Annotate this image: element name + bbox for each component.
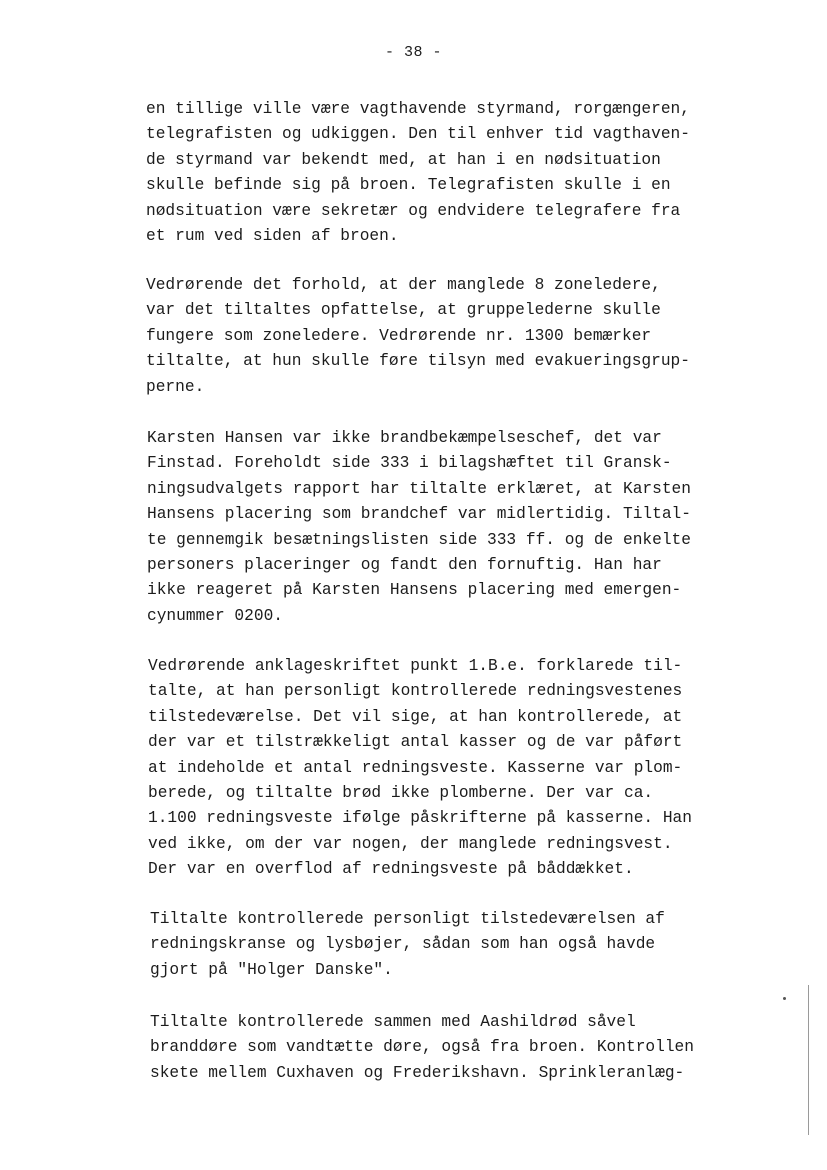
text-line: en tillige ville være vagthavende styrmand, rorgængeren, (146, 100, 690, 118)
text-line: Der var en overflod af redningsveste på båddækket. (148, 860, 634, 879)
text-line: redningskranse og lysbøjer, sådan som han også havde (150, 935, 656, 954)
text-line: Tiltalte kontrollerede personligt tilstedeværelsen af (150, 910, 665, 928)
text-line: cynummer 0200. (147, 606, 283, 625)
text-line: te gennemgik besætningslisten side 333 ff. og de enkelte (147, 530, 691, 549)
text-line: Hansens placering som brandchef var midlertidig. Tiltal- (147, 505, 691, 524)
text-line: Vedrørende anklageskriftet punkt 1.B.e. forklarede til- (148, 657, 683, 675)
margin-line (808, 985, 809, 1135)
text-line: tiltalte, at hun skulle føre tilsyn med evakueringsgrup- (146, 352, 690, 371)
text-line: nødsituation være sekretær og endvidere telegrafere fra (146, 201, 681, 220)
text-line: de styrmand var bekendt med, at han i en nødsituation (146, 150, 661, 169)
text-line: Finstad. Foreholdt side 333 i bilagshæftet til Gransk- (147, 454, 672, 473)
text-line: talte, at han personligt kontrollerede redningsvestenes (148, 682, 683, 701)
paragraph-3 (147, 426, 691, 629)
text-line: personers placeringer og fandt den fornuftig. Han har (147, 556, 662, 575)
text-line: ved ikke, om der var nogen, der manglede redningsvest. (148, 834, 673, 853)
text-line: gjort på "Holger Danske". (150, 960, 393, 979)
text-line: var det tiltaltes opfattelse, at gruppelederne skulle (146, 301, 661, 320)
text-line: et rum ved siden af broen. (146, 227, 399, 246)
text-line: ikke reageret på Karsten Hansens placering med emergen- (147, 581, 682, 600)
text-line: telegrafisten og udkiggen. Den til enhver tid vagthaven- (146, 125, 690, 144)
text-line: skete mellem Cuxhaven og Frederikshavn. Sprinkleranlæg- (150, 1063, 685, 1082)
text-line: Karsten Hansen var ikke brandbekæmpelseschef, det var (147, 429, 662, 447)
scan-speck (783, 997, 786, 1000)
text-line: berede, og tiltalte brød ikke plomberne. Der var ca. (148, 784, 654, 803)
text-line: Tiltalte kontrollerede sammen med Aashildrød såvel (150, 1013, 636, 1031)
page-number: - 38 - (384, 44, 442, 61)
text-line: branddøre som vandtætte døre, også fra broen. Kontrollen (150, 1038, 694, 1057)
text-line: skulle befinde sig på broen. Telegrafisten skulle i en (146, 176, 671, 195)
text-line: 1.100 redningsveste ifølge påskrifterne på kasserne. Han (148, 809, 692, 828)
text-line: ningsudvalgets rapport har tiltalte erklæret, at Karsten (147, 479, 691, 498)
paragraph-1 (146, 97, 690, 249)
text-line: der var et tilstrækkeligt antal kasser og de var påført (148, 733, 683, 752)
text-line: fungere som zoneledere. Vedrørende nr. 1300 bemærker (146, 326, 652, 345)
text-line: perne. (146, 377, 205, 396)
paragraph-4 (148, 654, 692, 883)
text-line: Vedrørende det forhold, at der manglede 8 zoneledere, (146, 276, 661, 294)
text-line: tilstedeværelse. Det vil sige, at han kontrollerede, at (148, 707, 683, 726)
text-line: at indeholde et antal redningsveste. Kasserne var plom- (148, 758, 683, 777)
paragraph-5 (150, 907, 665, 983)
paragraph-2 (146, 273, 690, 400)
paragraph-6 (150, 1010, 694, 1086)
